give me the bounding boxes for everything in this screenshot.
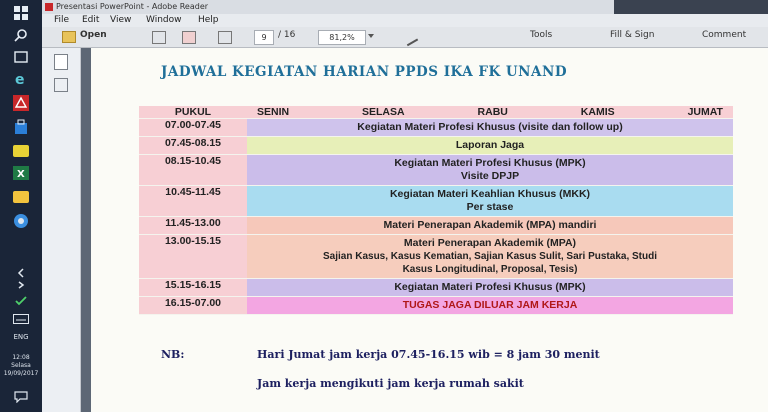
language-indicator[interactable]: ENG — [13, 333, 29, 341]
activity-cell — [247, 155, 733, 186]
time-cell: 10.45-11.45 — [139, 186, 247, 217]
navigation-pane — [42, 48, 81, 412]
time-cell: 07.45-08.15 — [139, 137, 247, 155]
chevron-down-icon[interactable] — [368, 34, 374, 38]
activity-cell — [247, 119, 733, 137]
page-thumbnails-icon[interactable] — [54, 54, 68, 70]
activity-cell — [247, 186, 733, 217]
app-logo-icon — [45, 3, 53, 11]
menu-file[interactable]: File — [54, 15, 70, 25]
windows-start-icon[interactable] — [10, 4, 32, 22]
check-icon[interactable] — [10, 292, 32, 310]
table-row — [139, 279, 733, 297]
task-view-icon[interactable] — [10, 48, 32, 66]
table-header-row — [139, 106, 733, 119]
page-number-input[interactable]: 9 — [254, 30, 274, 45]
menu-bar — [42, 14, 768, 27]
table-row — [139, 186, 733, 217]
print-icon[interactable] — [182, 31, 196, 44]
activity-cell — [247, 137, 733, 155]
table-row — [139, 235, 733, 279]
notes-line-2: Jam kerja mengikuti jam kerja rumah sakit — [257, 377, 524, 390]
edge-browser-icon[interactable] — [10, 70, 32, 88]
notes-label: NB: — [161, 348, 185, 361]
activity-line: Visite DPJP — [460, 170, 520, 182]
app-globe-icon[interactable] — [10, 212, 32, 230]
windows-taskbar — [0, 0, 42, 412]
day-header-senin: SENIN — [257, 106, 290, 118]
activity-line: Per stase — [466, 201, 514, 213]
activity-line: Sajian Kasus, Kasus Kematian, Sajian Kasus Sulit, Sari Pustaka, Studi — [322, 251, 657, 262]
day-header-group — [247, 106, 733, 118]
search-icon[interactable] — [10, 26, 32, 44]
menu-view[interactable]: View — [110, 15, 132, 25]
fill-sign-tab[interactable]: Fill & Sign — [610, 30, 655, 40]
day-header-kamis: KAMIS — [580, 106, 615, 118]
table-row — [139, 119, 733, 137]
store-icon[interactable] — [10, 118, 32, 136]
zoom-select[interactable]: 81,2% — [318, 30, 366, 45]
activity-cell — [247, 279, 733, 297]
day-header-rabu: RABU — [477, 106, 508, 118]
adobe-reader-icon[interactable] — [10, 94, 32, 112]
notification-icon[interactable] — [10, 388, 32, 406]
time-cell: 16.15-07.00 — [139, 297, 247, 315]
activity-line: Materi Penerapan Akademik (MPA) mandiri — [383, 219, 597, 231]
activity-line: Kegiatan Materi Keahlian Khusus (MKK) — [389, 188, 591, 200]
table-row — [139, 137, 733, 155]
email-icon[interactable] — [218, 31, 232, 44]
sticky-notes-icon[interactable] — [10, 142, 32, 160]
activity-cell — [247, 297, 733, 315]
menu-edit[interactable]: Edit — [82, 15, 100, 25]
table-row — [139, 297, 733, 315]
attachments-icon[interactable] — [54, 78, 68, 92]
menu-help[interactable]: Help — [198, 15, 219, 25]
day-header-jumat: JUMAT — [687, 106, 723, 118]
activity-cell — [247, 217, 733, 235]
activity-line: Materi Penerapan Akademik (MPA) — [403, 237, 577, 249]
time-cell: 08.15-10.45 — [139, 155, 247, 186]
svg-text:X: X — [17, 169, 25, 180]
time-column-header: PUKUL — [139, 106, 247, 119]
document-page — [91, 48, 768, 412]
day-headers — [247, 106, 733, 119]
menu-window[interactable]: Window — [146, 15, 182, 25]
adobe-reader-window — [42, 0, 768, 412]
keyboard-icon[interactable] — [10, 310, 32, 328]
activity-cell — [247, 235, 733, 279]
activity-line: TUGAS JAGA DILUAR JAM KERJA — [402, 299, 578, 311]
tools-tab[interactable]: Tools — [530, 30, 553, 40]
page-total: / 16 — [278, 30, 296, 40]
time-cell: 11.45-13.00 — [139, 217, 247, 235]
activity-line: Kegiatan Materi Profesi Khusus (MPK) — [394, 157, 586, 169]
schedule-table — [139, 106, 733, 315]
excel-icon[interactable] — [10, 164, 32, 182]
open-button[interactable]: Open — [80, 30, 107, 40]
save-icon[interactable] — [152, 31, 166, 44]
file-explorer-icon[interactable] — [10, 188, 32, 206]
toolbar — [42, 27, 768, 48]
clock-date: 19/09/2017 — [3, 370, 39, 377]
comment-tab[interactable]: Comment — [702, 30, 747, 40]
day-header-selasa: SELASA — [362, 106, 405, 118]
page-title: JADWAL KEGIATAN HARIAN PPDS IKA FK UNAND — [161, 64, 568, 80]
clock-day: Selasa — [11, 362, 31, 369]
time-cell: 13.00-15.15 — [139, 235, 247, 279]
activity-line: Kegiatan Materi Profesi Khusus (MPK) — [394, 281, 586, 293]
clock-time[interactable]: 12:08 — [12, 354, 30, 361]
time-cell: 07.00-07.45 — [139, 119, 247, 137]
select-tool-icon[interactable] — [402, 30, 418, 46]
folder-open-icon[interactable] — [62, 31, 76, 43]
time-cell: 15.15-16.15 — [139, 279, 247, 297]
notes-line-1: Hari Jumat jam kerja 07.45-16.15 wib = 8 jam 30 menit — [257, 348, 600, 361]
activity-line: Laporan Jaga — [455, 139, 525, 151]
activity-line: Kasus Longitudinal, Proposal, Tesis) — [402, 264, 578, 275]
window-title: Presentasi PowerPoint - Adobe Reader — [56, 2, 209, 11]
title-bar — [42, 0, 768, 14]
activity-line: Kegiatan Materi Profesi Khusus (visite dan follow up) — [357, 121, 623, 133]
svg-text:e: e — [15, 72, 25, 87]
table-row — [139, 217, 733, 235]
table-row — [139, 155, 733, 186]
window-controls[interactable] — [614, 0, 768, 14]
